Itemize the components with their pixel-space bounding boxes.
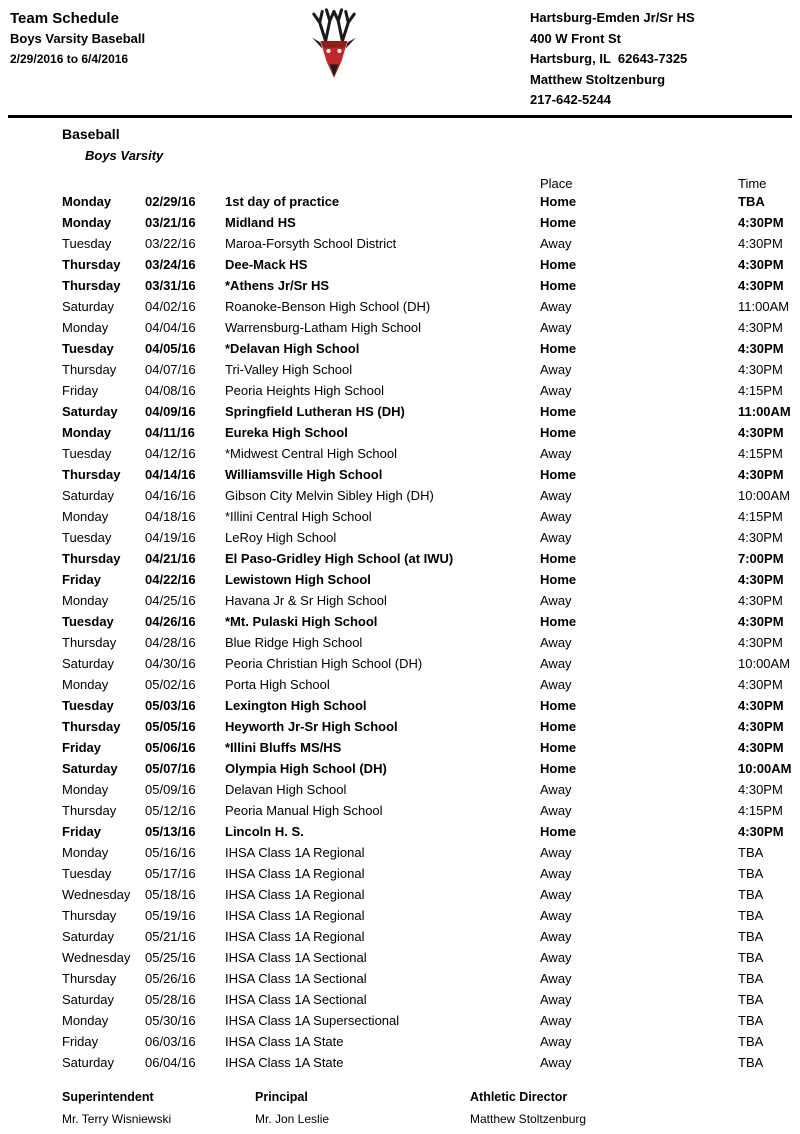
- row-day: Thursday: [62, 719, 121, 734]
- row-place: Away: [540, 845, 572, 860]
- row-date: 04/25/16: [145, 593, 196, 608]
- row-place: Away: [540, 929, 572, 944]
- row-place: Home: [540, 698, 577, 713]
- row-event: El Paso-Gridley High School (at IWU): [225, 551, 454, 566]
- table-row: [62, 422, 792, 443]
- row-date: 05/21/16: [145, 929, 196, 944]
- row-date: 05/30/16: [145, 1013, 196, 1028]
- row-event: Springfield Lutheran HS (DH): [225, 404, 405, 419]
- row-event: IHSA Class 1A Sectional: [225, 971, 367, 986]
- row-day: Thursday: [62, 467, 121, 482]
- table-row: [62, 779, 792, 800]
- row-date: 04/07/16: [145, 362, 196, 377]
- row-time: TBA: [738, 1055, 764, 1070]
- row-event: Dee-Mack HS: [225, 257, 308, 272]
- row-event: Warrensburg-Latham High School: [225, 320, 422, 335]
- row-place: Home: [540, 719, 577, 734]
- row-place: Home: [540, 257, 577, 272]
- row-place: Home: [540, 341, 577, 356]
- school-address-line2: Hartsburg, IL 62643-7325: [530, 51, 688, 66]
- row-place: Home: [540, 551, 577, 566]
- row-event: Eureka High School: [225, 425, 348, 440]
- row-day: Thursday: [62, 362, 117, 377]
- row-time: 4:15PM: [738, 383, 783, 398]
- table-row: [62, 611, 792, 632]
- row-event: IHSA Class 1A Regional: [225, 845, 365, 860]
- row-place: Away: [540, 488, 572, 503]
- row-event: Williamsville High School: [225, 467, 383, 482]
- row-place: Home: [540, 740, 577, 755]
- row-place: Away: [540, 383, 572, 398]
- row-place: Home: [540, 194, 577, 209]
- row-day: Friday: [62, 383, 99, 398]
- row-event: IHSA Class 1A Regional: [225, 887, 365, 902]
- row-event: Gibson City Melvin Sibley High (DH): [225, 488, 434, 503]
- row-date: 04/11/16: [145, 425, 195, 440]
- row-time: 4:30PM: [738, 530, 783, 545]
- row-date: 02/29/16: [145, 194, 196, 209]
- row-time: 4:30PM: [738, 320, 783, 335]
- footer-role-title: Athletic Director: [470, 1090, 568, 1104]
- footer-superintendent: [62, 1090, 171, 1126]
- row-date: 04/02/16: [145, 299, 196, 314]
- row-event: Peoria Christian High School (DH): [225, 656, 423, 671]
- table-row: [62, 464, 792, 485]
- row-time: TBA: [738, 929, 764, 944]
- row-day: Monday: [62, 509, 109, 524]
- row-event: Olympia High School (DH): [225, 761, 387, 776]
- table-row: [62, 338, 792, 359]
- table-row: [62, 506, 792, 527]
- row-place: Away: [540, 656, 572, 671]
- row-time: 4:30PM: [738, 278, 784, 293]
- row-time: 11:00AM: [738, 404, 791, 419]
- row-place: Away: [540, 593, 572, 608]
- row-day: Monday: [62, 593, 109, 608]
- row-day: Thursday: [62, 551, 121, 566]
- row-time: 7:00PM: [738, 551, 784, 566]
- row-time: 4:30PM: [738, 635, 783, 650]
- row-event: Delavan High School: [225, 782, 347, 797]
- row-day: Saturday: [62, 299, 115, 314]
- row-date: 04/30/16: [145, 656, 196, 671]
- row-event: IHSA Class 1A Sectional: [225, 992, 367, 1007]
- row-day: Saturday: [62, 404, 118, 419]
- table-row: [62, 380, 792, 401]
- row-day: Tuesday: [62, 341, 114, 356]
- row-date: 05/25/16: [145, 950, 196, 965]
- row-time: 4:15PM: [738, 803, 783, 818]
- row-date: 04/12/16: [145, 446, 196, 461]
- row-time: 4:30PM: [738, 467, 784, 482]
- row-day: Saturday: [62, 656, 115, 671]
- row-date: 03/21/16: [145, 215, 196, 230]
- row-day: Friday: [62, 740, 102, 755]
- row-place: Away: [540, 635, 572, 650]
- row-date: 05/26/16: [145, 971, 196, 986]
- row-date: 06/04/16: [145, 1055, 196, 1070]
- row-day: Thursday: [62, 971, 117, 986]
- header-left: [10, 8, 145, 69]
- row-time: 4:30PM: [738, 782, 783, 797]
- row-place: Away: [540, 1013, 572, 1028]
- footer-role-name: Matthew Stoltzenburg: [470, 1112, 587, 1126]
- row-day: Thursday: [62, 908, 117, 923]
- row-event: Heyworth Jr-Sr High School: [225, 719, 398, 734]
- row-event: LeRoy High School: [225, 530, 337, 545]
- table-row: [62, 737, 792, 758]
- row-day: Friday: [62, 1034, 99, 1049]
- row-time: 4:15PM: [738, 509, 783, 524]
- table-row: [62, 1052, 792, 1073]
- table-row: [62, 884, 792, 905]
- row-event: Lincoln H. S.: [225, 824, 304, 839]
- table-row: [62, 401, 792, 422]
- row-date: 04/05/16: [145, 341, 196, 356]
- team-subtitle: Boys Varsity Baseball: [10, 31, 146, 46]
- row-date: 04/14/16: [145, 467, 196, 482]
- row-time: 4:15PM: [738, 446, 783, 461]
- table-row: [62, 968, 792, 989]
- row-time: TBA: [738, 845, 764, 860]
- row-time: TBA: [738, 971, 764, 986]
- table-row: [62, 905, 792, 926]
- row-date: 05/07/16: [145, 761, 196, 776]
- row-event: Havana Jr & Sr High School: [225, 593, 387, 608]
- row-time: TBA: [738, 908, 764, 923]
- row-event: *Delavan High School: [225, 341, 360, 356]
- row-day: Thursday: [62, 803, 117, 818]
- table-row: [62, 590, 792, 611]
- row-event: IHSA Class 1A Regional: [225, 866, 365, 881]
- row-event: Maroa-Forsyth School District: [225, 236, 397, 251]
- row-place: Away: [540, 236, 572, 251]
- row-time: 10:00AM: [738, 488, 791, 503]
- row-day: Monday: [62, 677, 109, 692]
- row-date: 05/06/16: [145, 740, 196, 755]
- table-row: [62, 926, 792, 947]
- row-date: 05/03/16: [145, 698, 196, 713]
- row-date: 05/18/16: [145, 887, 196, 902]
- row-time: 4:30PM: [738, 362, 783, 377]
- row-date: 04/28/16: [145, 635, 196, 650]
- footer-role-name: Mr. Jon Leslie: [255, 1112, 330, 1126]
- row-time: TBA: [738, 950, 764, 965]
- row-place: Away: [540, 908, 572, 923]
- footer-role-title: Superintendent: [62, 1090, 154, 1104]
- row-day: Monday: [62, 1013, 109, 1028]
- row-day: Wednesday: [62, 887, 131, 902]
- row-place: Away: [540, 1034, 572, 1049]
- row-day: Tuesday: [62, 866, 112, 881]
- row-event: *Mt. Pulaski High School: [225, 614, 378, 629]
- row-day: Monday: [62, 215, 112, 230]
- table-row: [62, 632, 792, 653]
- row-place: Away: [540, 950, 572, 965]
- row-date: 05/02/16: [145, 677, 196, 692]
- table-row: [62, 947, 792, 968]
- row-day: Tuesday: [62, 446, 112, 461]
- row-day: Saturday: [62, 992, 115, 1007]
- table-row: [62, 212, 792, 233]
- row-day: Tuesday: [62, 530, 112, 545]
- table-row: [62, 296, 792, 317]
- row-event: *Athens Jr/Sr HS: [225, 278, 330, 293]
- row-day: Tuesday: [62, 236, 112, 251]
- row-event: Tri-Valley High School: [225, 362, 353, 377]
- row-place: Home: [540, 404, 577, 419]
- row-place: Home: [540, 278, 577, 293]
- row-event: Roanoke-Benson High School (DH): [225, 299, 431, 314]
- row-event: Midland HS: [225, 215, 296, 230]
- row-event: Peoria Heights High School: [225, 383, 384, 398]
- row-day: Thursday: [62, 635, 117, 650]
- table-row: [62, 821, 792, 842]
- row-time: TBA: [738, 866, 764, 881]
- row-time: TBA: [738, 194, 765, 209]
- row-event: IHSA Class 1A Sectional: [225, 950, 367, 965]
- header-divider: [8, 115, 792, 118]
- row-time: 4:30PM: [738, 740, 784, 755]
- row-time: 4:30PM: [738, 824, 784, 839]
- contact-phone: 217-642-5244: [530, 92, 611, 107]
- row-place: Away: [540, 782, 572, 797]
- table-row: [62, 443, 792, 464]
- row-day: Monday: [62, 425, 112, 440]
- row-time: 4:30PM: [738, 215, 784, 230]
- row-time: TBA: [738, 887, 764, 902]
- row-event: Blue Ridge High School: [225, 635, 363, 650]
- row-place: Away: [540, 866, 572, 881]
- footer-principal: [255, 1090, 329, 1126]
- row-date: 05/09/16: [145, 782, 196, 797]
- row-place: Home: [540, 572, 577, 587]
- row-date: 05/16/16: [145, 845, 196, 860]
- row-day: Wednesday: [62, 950, 131, 965]
- table-row: [62, 254, 792, 275]
- column-header-time: Time: [738, 176, 767, 191]
- date-range: 2/29/2016 to 6/4/2016: [10, 52, 129, 66]
- row-day: Monday: [62, 320, 109, 335]
- row-time: TBA: [738, 992, 764, 1007]
- row-day: Monday: [62, 194, 112, 209]
- row-day: Thursday: [62, 278, 121, 293]
- row-time: 4:30PM: [738, 341, 784, 356]
- row-day: Saturday: [62, 1055, 115, 1070]
- table-row: [62, 989, 792, 1010]
- table-row: [62, 674, 792, 695]
- row-event: Peoria Manual High School: [225, 803, 383, 818]
- stag-mascot-logo: [292, 2, 376, 90]
- row-time: TBA: [738, 1013, 764, 1028]
- row-place: Away: [540, 509, 572, 524]
- table-row: [62, 1010, 792, 1031]
- footer-role-title: Principal: [255, 1090, 308, 1104]
- table-row: [62, 548, 792, 569]
- row-day: Saturday: [62, 761, 118, 776]
- school-address-line1: 400 W Front St: [530, 30, 622, 46]
- table-row: [62, 653, 792, 674]
- row-event: *Midwest Central High School: [225, 446, 397, 461]
- column-header-place: Place: [540, 176, 573, 191]
- row-place: Home: [540, 824, 577, 839]
- footer-role-name: Mr. Terry Wisniewski: [62, 1112, 172, 1126]
- row-date: 05/17/16: [145, 866, 196, 881]
- table-row: [62, 716, 792, 737]
- team-title: Boys Varsity: [85, 148, 164, 163]
- table-row: [62, 233, 792, 254]
- contact-name: Matthew Stoltzenburg: [530, 71, 666, 87]
- row-date: 04/08/16: [145, 383, 196, 398]
- row-date: 04/16/16: [145, 488, 196, 503]
- schedule-rows: [62, 191, 792, 1073]
- row-event: Lexington High School: [225, 698, 367, 713]
- row-time: 4:30PM: [738, 257, 784, 272]
- table-row: [62, 569, 792, 590]
- table-row: [62, 695, 792, 716]
- page-title: Team Schedule: [10, 10, 119, 27]
- row-time: 4:30PM: [738, 719, 784, 734]
- row-event: IHSA Class 1A Regional: [225, 908, 365, 923]
- row-event: Porta High School: [225, 677, 330, 692]
- row-place: Away: [540, 299, 572, 314]
- row-place: Home: [540, 467, 577, 482]
- row-day: Monday: [62, 845, 109, 860]
- row-place: Away: [540, 446, 572, 461]
- row-date: 05/12/16: [145, 803, 196, 818]
- row-date: 05/05/16: [145, 719, 196, 734]
- row-date: 04/21/16: [145, 551, 196, 566]
- row-time: 10:00AM: [738, 656, 791, 671]
- row-time: 11:00AM: [738, 299, 790, 314]
- row-date: 06/03/16: [145, 1034, 196, 1049]
- row-day: Saturday: [62, 488, 115, 503]
- table-row: [62, 275, 792, 296]
- table-row: [62, 758, 792, 779]
- footer-athletic-director: [470, 1090, 586, 1126]
- row-date: 04/04/16: [145, 320, 196, 335]
- row-date: 04/09/16: [145, 404, 196, 419]
- row-date: 05/28/16: [145, 992, 196, 1007]
- table-row: [62, 317, 792, 338]
- column-header-row: [62, 177, 792, 191]
- table-row: [62, 527, 792, 548]
- row-day: Friday: [62, 824, 102, 839]
- row-time: 4:30PM: [738, 593, 783, 608]
- header-right: [530, 8, 695, 111]
- row-event: Lewistown High School: [225, 572, 371, 587]
- school-name: Hartsburg-Emden Jr/Sr HS: [530, 10, 695, 25]
- row-time: 4:30PM: [738, 572, 784, 587]
- row-day: Saturday: [62, 929, 115, 944]
- row-place: Away: [540, 803, 572, 818]
- row-time: 4:30PM: [738, 677, 783, 692]
- row-date: 04/22/16: [145, 572, 196, 587]
- table-row: [62, 191, 792, 212]
- row-place: Home: [540, 761, 577, 776]
- row-date: 04/26/16: [145, 614, 196, 629]
- row-event: 1st day of practice: [225, 194, 340, 209]
- row-place: Home: [540, 614, 577, 629]
- row-date: 05/13/16: [145, 824, 196, 839]
- row-date: 05/19/16: [145, 908, 196, 923]
- row-place: Away: [540, 1055, 572, 1070]
- row-time: 4:30PM: [738, 236, 783, 251]
- row-day: Tuesday: [62, 614, 114, 629]
- table-row: [62, 842, 792, 863]
- row-event: IHSA Class 1A Supersectional: [225, 1013, 400, 1028]
- row-place: Home: [540, 425, 577, 440]
- row-time: 4:30PM: [738, 425, 784, 440]
- row-day: Monday: [62, 782, 109, 797]
- row-place: Away: [540, 362, 572, 377]
- row-date: 03/31/16: [145, 278, 196, 293]
- row-day: Thursday: [62, 257, 121, 272]
- row-place: Away: [540, 677, 572, 692]
- row-place: Home: [540, 215, 577, 230]
- row-time: 10:00AM: [738, 761, 792, 776]
- row-place: Away: [540, 992, 572, 1007]
- row-time: TBA: [738, 1034, 764, 1049]
- row-time: 4:30PM: [738, 614, 784, 629]
- row-event: *Illini Central High School: [225, 509, 372, 524]
- row-event: *Illini Bluffs MS/HS: [225, 740, 342, 755]
- table-row: [62, 800, 792, 821]
- sport-title: Baseball: [62, 126, 120, 142]
- row-place: Away: [540, 530, 572, 545]
- table-row: [62, 1031, 792, 1052]
- row-place: Away: [540, 887, 572, 902]
- table-row: [62, 359, 792, 380]
- row-date: 03/22/16: [145, 236, 196, 251]
- row-event: IHSA Class 1A State: [225, 1055, 344, 1070]
- row-date: 04/19/16: [145, 530, 196, 545]
- table-row: [62, 863, 792, 884]
- row-place: Away: [540, 971, 572, 986]
- row-place: Away: [540, 320, 572, 335]
- row-event: IHSA Class 1A Regional: [225, 929, 365, 944]
- row-date: 04/18/16: [145, 509, 196, 524]
- row-date: 03/24/16: [145, 257, 196, 272]
- row-day: Friday: [62, 572, 102, 587]
- row-event: IHSA Class 1A State: [225, 1034, 344, 1049]
- row-day: Tuesday: [62, 698, 114, 713]
- schedule-table: [62, 177, 792, 1073]
- table-row: [62, 485, 792, 506]
- row-time: 4:30PM: [738, 698, 784, 713]
